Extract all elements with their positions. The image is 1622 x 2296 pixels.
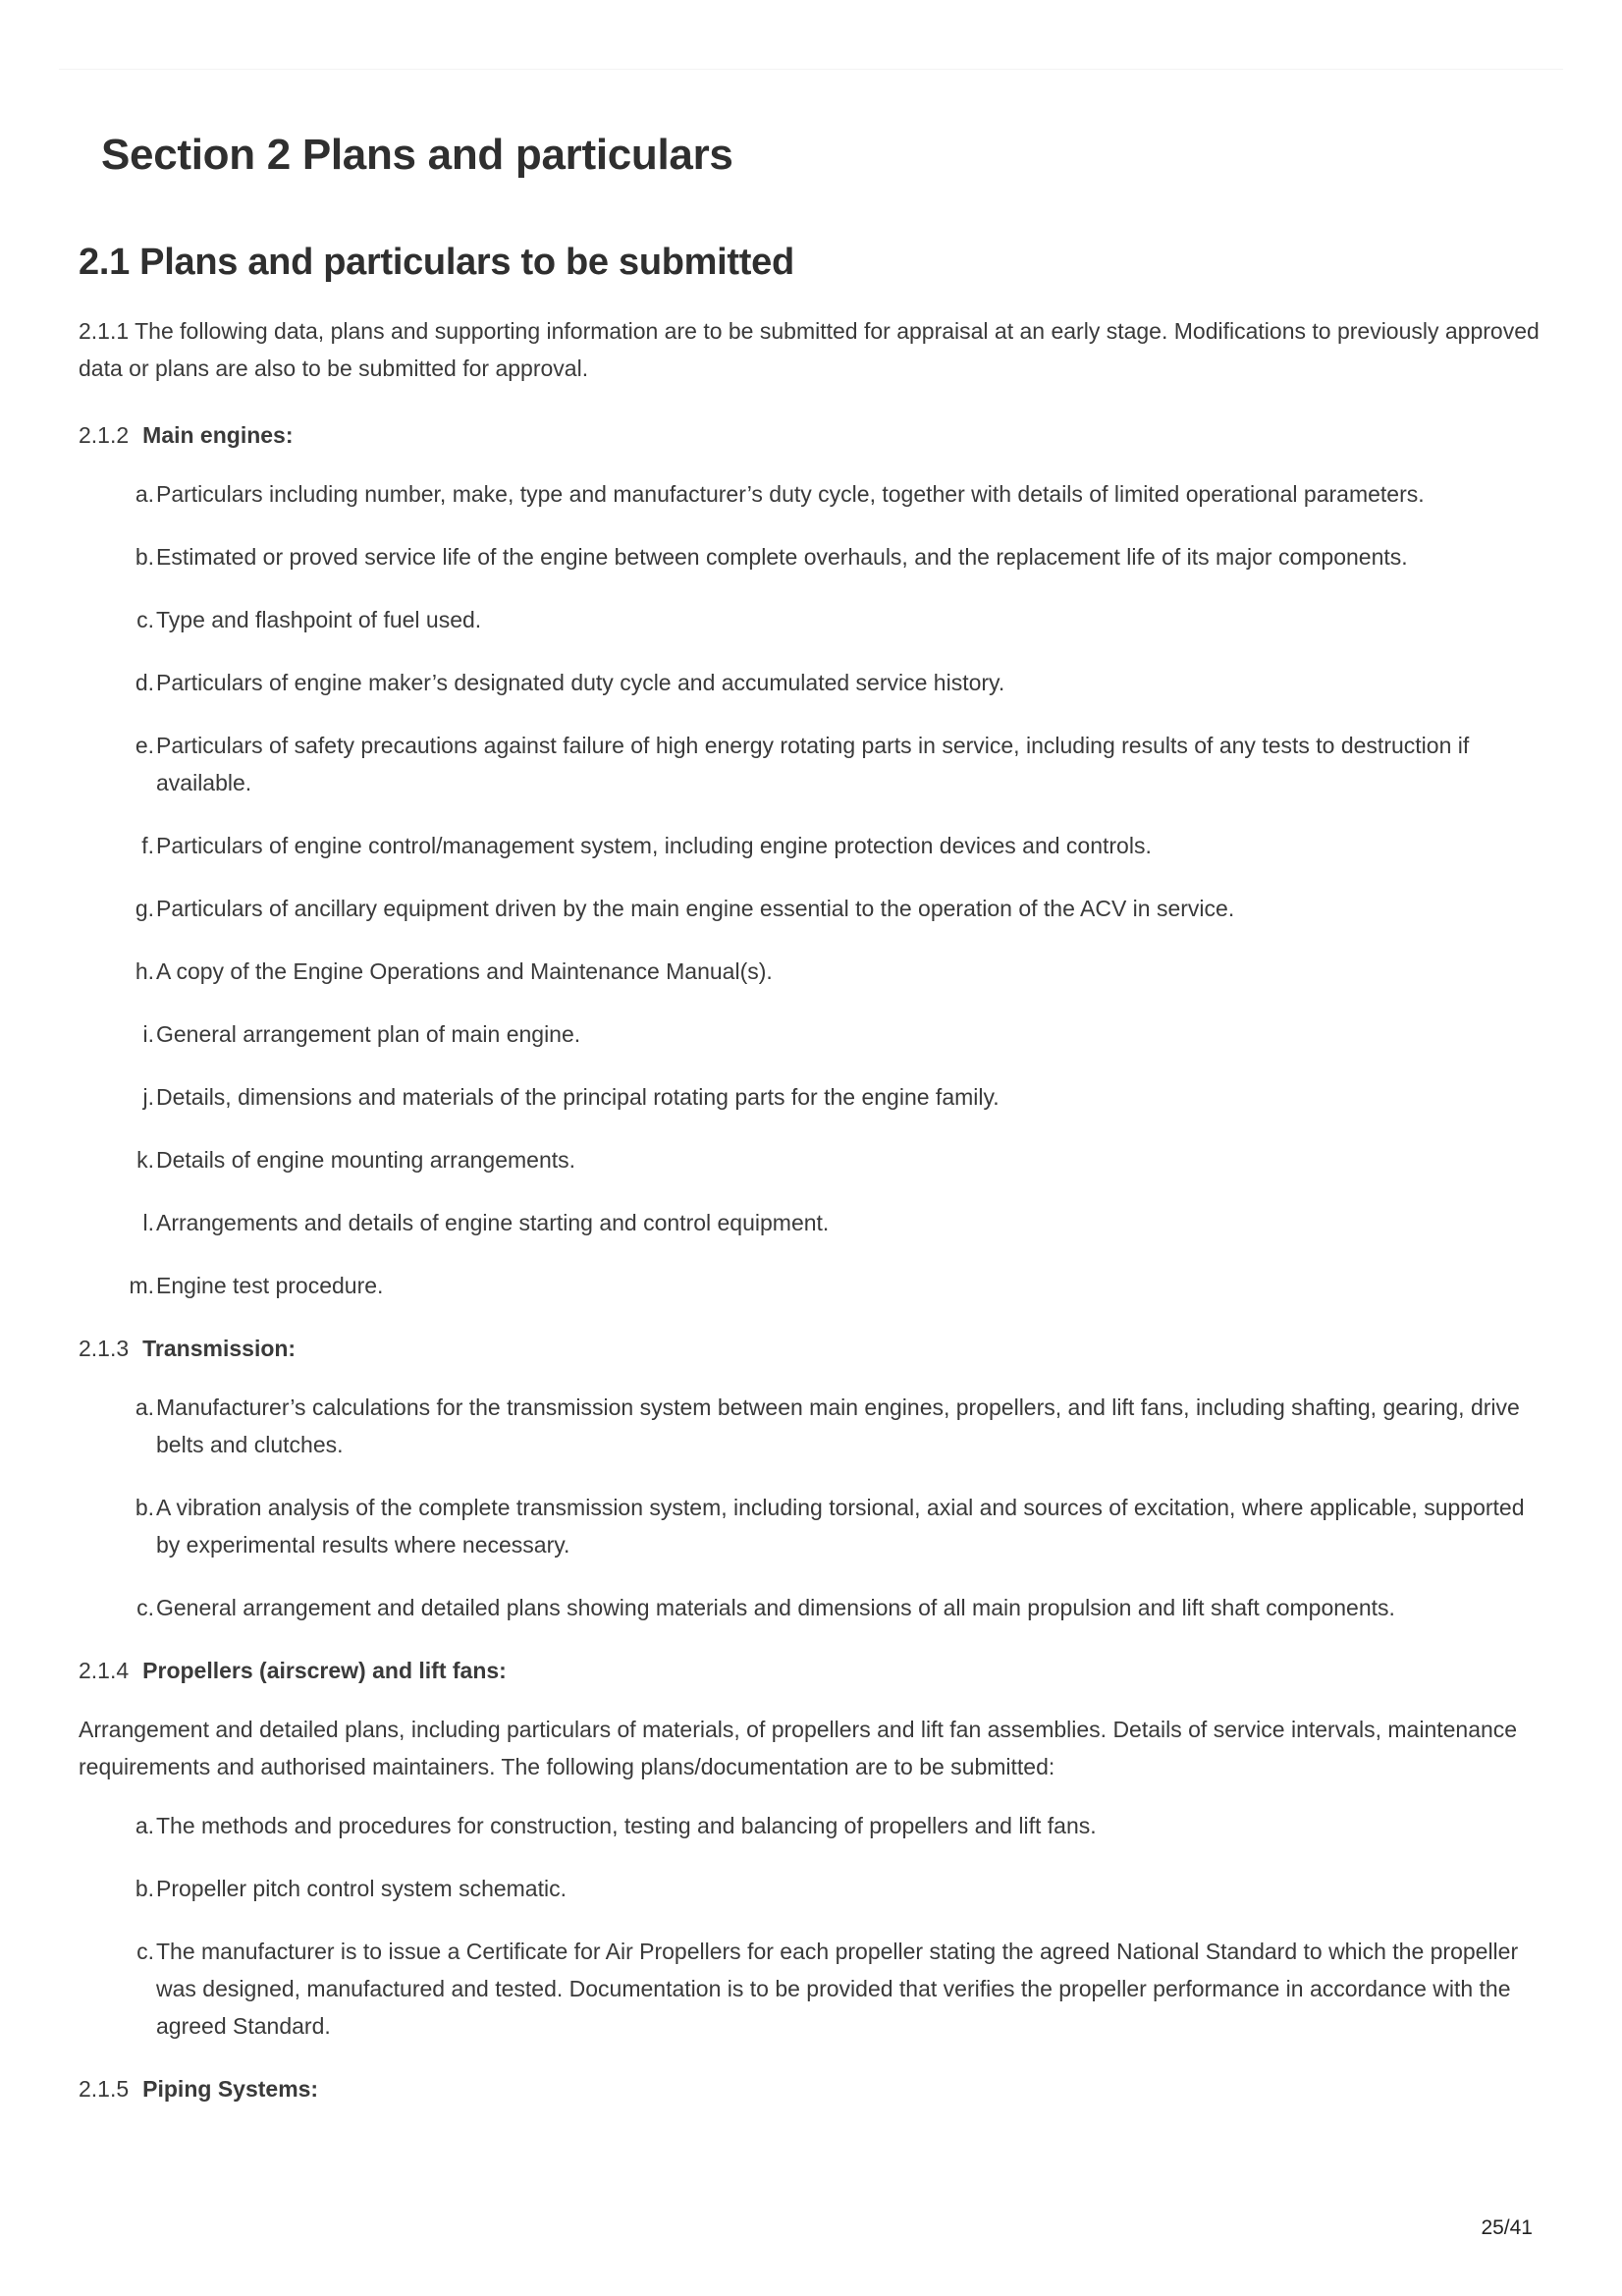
section-title: Section 2 Plans and particulars xyxy=(101,131,733,179)
list-item-label: c. xyxy=(136,1595,154,1620)
document-body xyxy=(79,312,1551,2129)
list-item-text: Details of engine mounting arrangements. xyxy=(156,1147,576,1173)
list-item xyxy=(79,727,1551,801)
list-item-label: k. xyxy=(136,1147,154,1173)
list-item-text: Type and flashpoint of fuel used. xyxy=(156,607,482,632)
list-item-text: The methods and procedures for construction, testing and balancing of propellers and lift fans. xyxy=(156,1813,1097,1838)
propellers-intro: Arrangement and detailed plans, including particulars of materials, of propellers and lift fan assemblies. Details of service intervals, maintenance requirements and authorised maintainers. The following plans/documentation are to be submitted: xyxy=(79,1717,1518,1779)
list-item-label: m. xyxy=(129,1273,154,1298)
list-item-text: Particulars of engine maker’s designated duty cycle and accumulated service history. xyxy=(156,670,1005,695)
main-engines-list xyxy=(79,475,1551,1304)
list-item xyxy=(79,1267,1551,1304)
list-item-label: c. xyxy=(136,607,154,632)
clause-main-engines xyxy=(79,416,1551,454)
list-item-label: a. xyxy=(135,481,154,507)
list-item-label: g. xyxy=(135,896,154,921)
list-item xyxy=(79,1078,1551,1116)
list-item-label: l. xyxy=(142,1210,154,1235)
subsection-title: 2.1 Plans and particulars to be submitted xyxy=(79,242,794,283)
page-number: 25/41 xyxy=(1481,2216,1533,2239)
list-item-text: A vibration analysis of the complete transmission system, including torsional, axial and sources of excitation, where applicable, supported by experimental results where necessary. xyxy=(156,1495,1525,1558)
list-item xyxy=(79,1015,1551,1053)
clause-number: 2.1.2 xyxy=(79,422,130,448)
list-item xyxy=(79,1933,1551,2045)
clause-number: 2.1.3 xyxy=(79,1336,130,1361)
list-item-label: b. xyxy=(135,1876,154,1901)
clause-piping xyxy=(79,2070,1551,2107)
list-item-text: Particulars of ancillary equipment driven by the main engine essential to the operation of the ACV in service. xyxy=(156,896,1235,921)
list-item xyxy=(79,538,1551,575)
clause-number: 2.1.5 xyxy=(79,2076,130,2102)
list-item-text: General arrangement plan of main engine. xyxy=(156,1021,581,1047)
list-item-label: d. xyxy=(135,670,154,695)
list-item-label: h. xyxy=(135,958,154,984)
list-item xyxy=(79,1489,1551,1563)
list-item-label: c. xyxy=(136,1939,154,1964)
list-item xyxy=(79,1141,1551,1178)
transmission-list xyxy=(79,1389,1551,1626)
list-item-text: Details, dimensions and materials of the principal rotating parts for the engine family. xyxy=(156,1084,1000,1110)
list-item xyxy=(79,1807,1551,1844)
list-item xyxy=(79,1589,1551,1626)
list-item xyxy=(79,664,1551,701)
list-item-text: The manufacturer is to issue a Certificate for Air Propellers for each propeller stating the agreed National Standard to which the propeller was designed, manufactured and tested. Documentation is to be provided that verifies the propeller performance in accordance with the agreed Standard. xyxy=(156,1939,1519,2039)
list-item xyxy=(79,890,1551,927)
list-item-text: Arrangements and details of engine starting and control equipment. xyxy=(156,1210,830,1235)
clause-title: Piping Systems: xyxy=(142,2076,319,2102)
list-item xyxy=(79,827,1551,864)
list-item xyxy=(79,953,1551,990)
list-item-label: i. xyxy=(142,1021,154,1047)
list-item xyxy=(79,475,1551,513)
intro-paragraph: 2.1.1 The following data, plans and supporting information are to be submitted for appraisal at an early stage. Modifications to previously approved data or plans are also to be submitted for approval. xyxy=(79,318,1540,381)
list-item-label: a. xyxy=(135,1813,154,1838)
clause-propellers xyxy=(79,1652,1551,1689)
clause-title: Transmission: xyxy=(142,1336,297,1361)
list-item-text: Propeller pitch control system schematic. xyxy=(156,1876,567,1901)
list-item-text: Estimated or proved service life of the engine between complete overhauls, and the replacement life of its major components. xyxy=(156,544,1408,570)
list-item-text: Manufacturer’s calculations for the transmission system between main engines, propellers, and lift fans, including shafting, gearing, drive belts and clutches. xyxy=(156,1394,1520,1457)
list-item-label: a. xyxy=(135,1394,154,1420)
clause-title: Main engines: xyxy=(142,422,294,448)
list-item xyxy=(79,601,1551,638)
list-item xyxy=(79,1204,1551,1241)
list-item-label: e. xyxy=(135,733,154,758)
list-item-label: j. xyxy=(142,1084,154,1110)
list-item xyxy=(79,1870,1551,1907)
list-item-text: General arrangement and detailed plans showing materials and dimensions of all main propulsion and lift shaft components. xyxy=(156,1595,1395,1620)
list-item-text: A copy of the Engine Operations and Maintenance Manual(s). xyxy=(156,958,773,984)
list-item-text: Engine test procedure. xyxy=(156,1273,384,1298)
list-item-text: Particulars of engine control/management system, including engine protection devices and controls. xyxy=(156,833,1152,858)
list-item-label: f. xyxy=(141,833,154,858)
page-top-divider xyxy=(59,69,1563,70)
list-item-text: Particulars including number, make, type and manufacturer’s duty cycle, together with details of limited operational parameters. xyxy=(156,481,1425,507)
list-item xyxy=(79,1389,1551,1463)
list-item-text: Particulars of safety precautions against failure of high energy rotating parts in service, including results of any tests to destruction if available. xyxy=(156,733,1470,795)
propellers-list xyxy=(79,1807,1551,2045)
list-item-label: b. xyxy=(135,544,154,570)
clause-number: 2.1.4 xyxy=(79,1658,130,1683)
clause-transmission xyxy=(79,1330,1551,1367)
list-item-label: b. xyxy=(135,1495,154,1520)
clause-title: Propellers (airscrew) and lift fans: xyxy=(142,1658,507,1683)
